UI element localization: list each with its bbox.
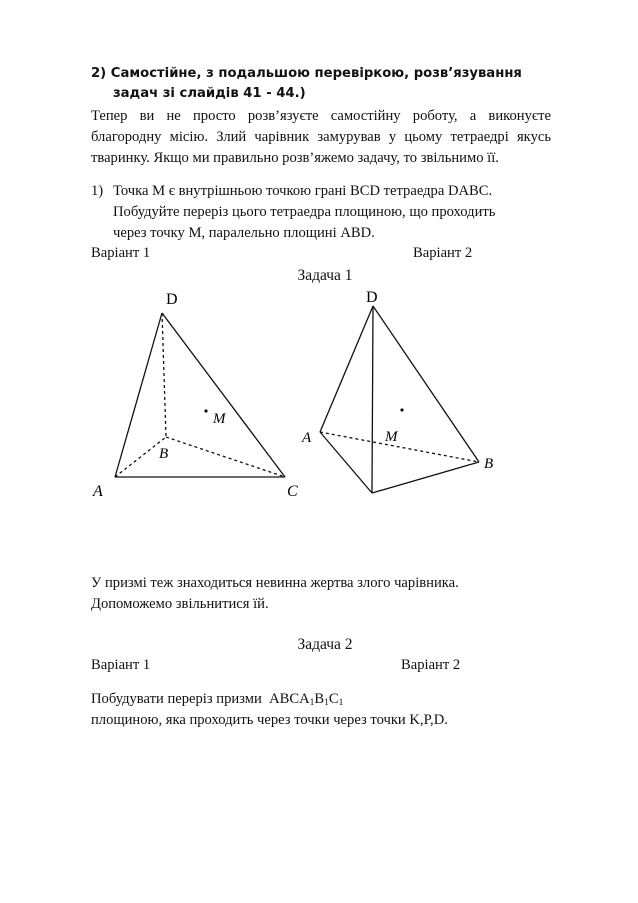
task2-sub-b1: 1 [324, 698, 329, 708]
label-a-figure-2: A [302, 430, 312, 446]
task1-line-1: Точка M є внутрішньою точкою грані BCD тетраедра DABC. [113, 183, 493, 199]
point-m-figure-1 [204, 409, 207, 412]
intro-line-1: Тепер ви не просто розв’язуєте самостійну роботу, а виконуєте [91, 108, 551, 124]
tetrahedron-figure-1 [115, 313, 285, 477]
task2-title: Задача 2 [297, 636, 353, 653]
task1-title: Задача 1 [297, 267, 353, 284]
section-heading-line1: 2) Самостійне, з подальшою перевіркою, розв’язування [91, 66, 522, 81]
task2-sub-c1: 1 [338, 698, 344, 708]
task2-intro-line-1: У призмі теж знаходиться невинна жертва злого чарівника. [91, 575, 459, 591]
label-a-figure-1: A [93, 483, 103, 500]
tetrahedron-figure-2 [320, 306, 479, 493]
task1-line-2: Побудуйте переріз цього тетраедра площиною, що проходить [113, 204, 496, 220]
point-m-figure-2 [400, 408, 403, 411]
label-b-figure-1: B [159, 446, 169, 462]
task1-line-3: через точку M, паралельно площині ABD. [113, 225, 375, 241]
task1-variant-1: Варіант 1 [91, 245, 151, 261]
edge-db-hidden [162, 313, 166, 437]
intro-line-2: благородну місію. Злий чарівник замурував у цьому тетраедрі якусь [91, 129, 551, 145]
edge-dc [162, 313, 285, 477]
task2-variant-2: Варіант 2 [401, 657, 461, 673]
edge-ac-2 [320, 432, 372, 493]
task2-prism-prefix: Побудувати переріз призми ABCA [91, 691, 310, 707]
label-d-figure-2: D [366, 289, 378, 306]
label-d-figure-1: D [166, 291, 178, 308]
edge-dc-2 [372, 306, 373, 493]
label-b-figure-2: B [484, 456, 494, 472]
edge-cb-2 [372, 462, 479, 493]
edge-da-2 [320, 306, 373, 432]
task1-variant-2: Варіант 2 [413, 245, 473, 261]
edge-ab-hidden-2 [320, 432, 479, 462]
edge-da [115, 313, 162, 477]
label-c-figure-1: C [287, 483, 298, 500]
task2-intro-line-2: Допоможемо звільнитися їй. [91, 596, 269, 612]
task2-prism-line [91, 689, 343, 712]
task2-variant-1: Варіант 1 [91, 657, 151, 673]
label-m-figure-2: M [385, 429, 398, 445]
task1-number: 1) [91, 183, 104, 199]
edge-bc-hidden [166, 437, 285, 477]
label-m-figure-1: M [213, 411, 226, 427]
task2-sub-a1: 1 [309, 698, 315, 708]
task2-prism-b: B [314, 691, 325, 707]
task2-prism-c: C [328, 691, 339, 707]
section-heading-line2: задач зі слайдів 41 - 44.) [113, 86, 306, 101]
task2-line-2: площиною, яка проходить через точки через точки K,P,D. [91, 712, 448, 728]
intro-line-3: тваринку. Якщо ми правильно розв’яжемо задачу, то звільнимо її. [91, 150, 499, 166]
